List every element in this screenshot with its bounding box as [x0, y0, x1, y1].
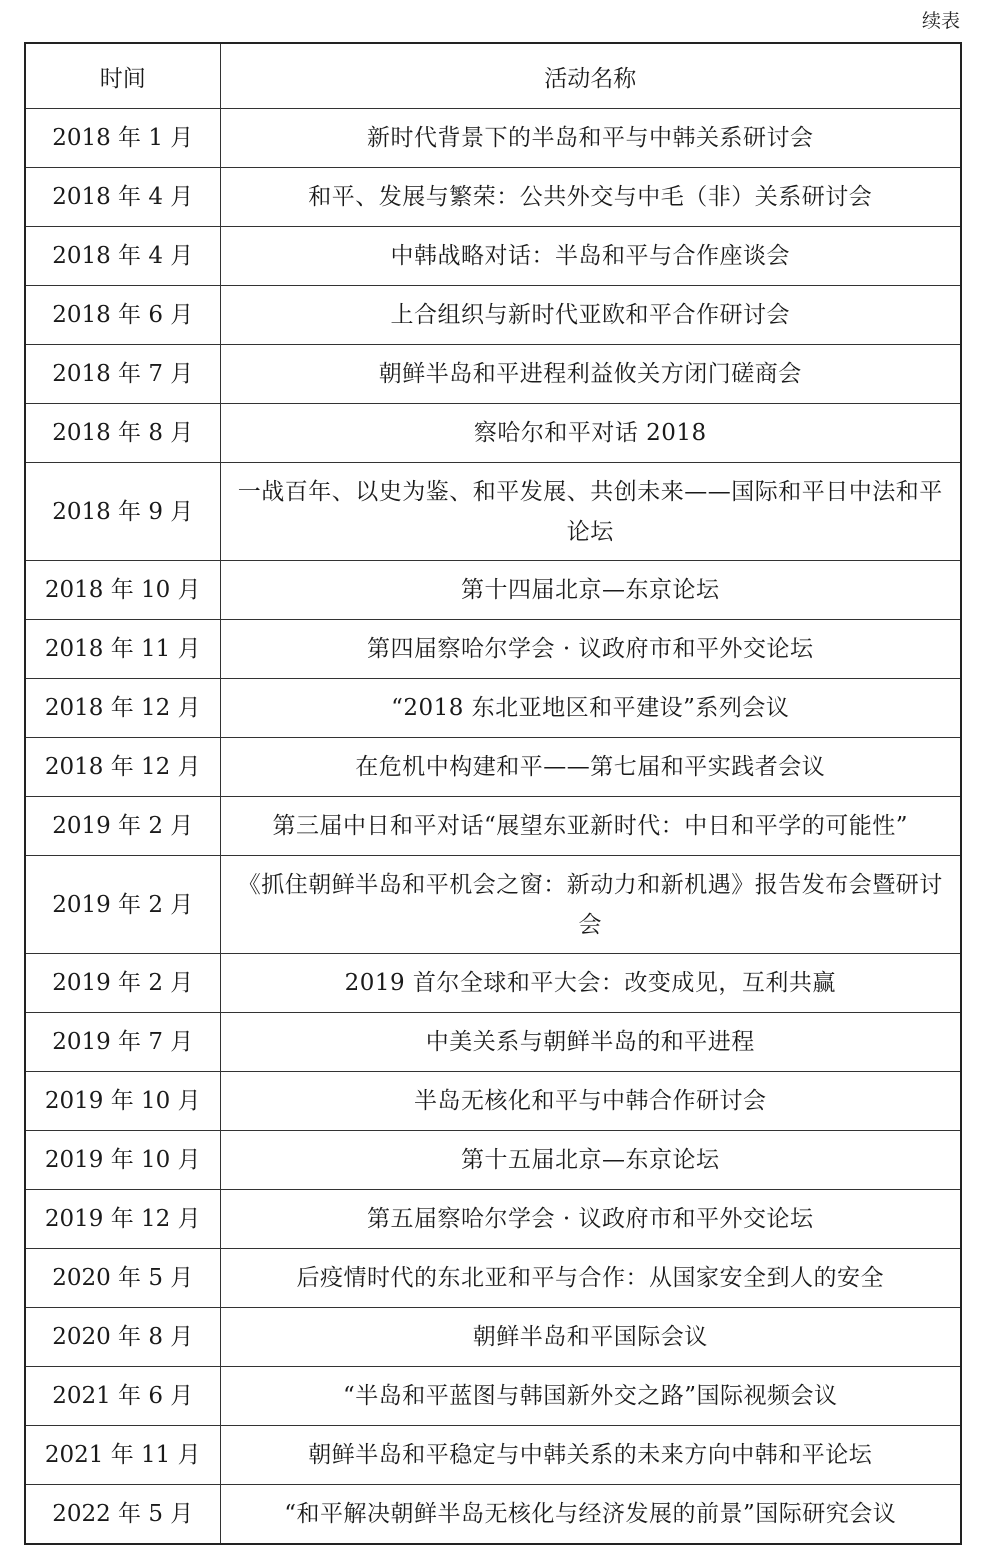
table-row	[25, 1072, 961, 1131]
time-cell: 2019 年 12 月	[25, 1190, 220, 1249]
time-cell: 2020 年 8 月	[25, 1308, 220, 1367]
continued-label: 续表	[921, 10, 960, 32]
activity-name-cell: 在危机中构建和平——第七届和平实践者会议	[220, 738, 961, 797]
table-row	[25, 797, 961, 856]
table-row	[25, 1426, 961, 1485]
activity-name-cell: “半岛和平蓝图与韩国新外交之路”国际视频会议	[220, 1367, 961, 1426]
activity-name-cell: 2019 首尔全球和平大会：改变成见，互利共赢	[220, 954, 961, 1013]
activity-name-cell: 第五届察哈尔学会 · 议政府市和平外交论坛	[220, 1190, 961, 1249]
table-row	[25, 738, 961, 797]
table-row	[25, 1249, 961, 1308]
activity-name-cell: 后疫情时代的东北亚和平与合作：从国家安全到人的安全	[220, 1249, 961, 1308]
table-row	[25, 620, 961, 679]
time-cell: 2020 年 5 月	[25, 1249, 220, 1308]
activity-name-cell: 朝鲜半岛和平稳定与中韩关系的未来方向中韩和平论坛	[220, 1426, 961, 1485]
time-cell: 2019 年 2 月	[25, 856, 220, 954]
column-header-time: 时间	[25, 43, 220, 109]
activity-name-cell: 新时代背景下的半岛和平与中韩关系研讨会	[220, 109, 961, 168]
table-row	[25, 679, 961, 738]
time-cell: 2018 年 1 月	[25, 109, 220, 168]
table-row	[25, 1190, 961, 1249]
time-cell: 2018 年 12 月	[25, 738, 220, 797]
activities-table	[24, 42, 962, 1545]
time-cell: 2018 年 9 月	[25, 463, 220, 561]
time-cell: 2018 年 6 月	[25, 286, 220, 345]
time-cell: 2019 年 2 月	[25, 797, 220, 856]
time-cell: 2021 年 11 月	[25, 1426, 220, 1485]
table-row	[25, 1013, 961, 1072]
time-cell: 2021 年 6 月	[25, 1367, 220, 1426]
time-cell: 2018 年 10 月	[25, 561, 220, 620]
table-row	[25, 561, 961, 620]
activity-name-cell: 朝鲜半岛和平国际会议	[220, 1308, 961, 1367]
time-cell: 2019 年 10 月	[25, 1131, 220, 1190]
activity-name-cell: “2018 东北亚地区和平建设”系列会议	[220, 679, 961, 738]
time-cell: 2018 年 4 月	[25, 168, 220, 227]
time-cell: 2022 年 5 月	[25, 1485, 220, 1545]
activity-name-cell: 上合组织与新时代亚欧和平合作研讨会	[220, 286, 961, 345]
activity-name-cell: 和平、发展与繁荣：公共外交与中毛（非）关系研讨会	[220, 168, 961, 227]
column-header-activity-name: 活动名称	[220, 43, 961, 109]
time-cell: 2018 年 8 月	[25, 404, 220, 463]
table-row	[25, 286, 961, 345]
activity-name-cell: 察哈尔和平对话 2018	[220, 404, 961, 463]
table-row	[25, 1367, 961, 1426]
table-row	[25, 463, 961, 561]
time-cell: 2018 年 4 月	[25, 227, 220, 286]
time-cell: 2018 年 7 月	[25, 345, 220, 404]
activity-name-cell: 中韩战略对话：半岛和平与合作座谈会	[220, 227, 961, 286]
table-row	[25, 954, 961, 1013]
time-cell: 2019 年 2 月	[25, 954, 220, 1013]
activity-name-cell: 一战百年、以史为鉴、和平发展、共创未来——国际和平日中法和平论坛	[220, 463, 961, 561]
time-cell: 2019 年 10 月	[25, 1072, 220, 1131]
activity-name-cell: 第十四届北京—东京论坛	[220, 561, 961, 620]
table-row	[25, 1485, 961, 1545]
table-row	[25, 109, 961, 168]
activity-name-cell: 中美关系与朝鲜半岛的和平进程	[220, 1013, 961, 1072]
table-row	[25, 345, 961, 404]
activity-name-cell: 朝鲜半岛和平进程利益攸关方闭门磋商会	[220, 345, 961, 404]
table-row	[25, 404, 961, 463]
time-cell: 2018 年 12 月	[25, 679, 220, 738]
table-row	[25, 1131, 961, 1190]
table-row	[25, 1308, 961, 1367]
activity-name-cell: 半岛无核化和平与中韩合作研讨会	[220, 1072, 961, 1131]
activity-name-cell: 第十五届北京—东京论坛	[220, 1131, 961, 1190]
table-row	[25, 168, 961, 227]
activity-name-cell: 第三届中日和平对话“展望东亚新时代：中日和平学的可能性”	[220, 797, 961, 856]
time-cell: 2019 年 7 月	[25, 1013, 220, 1072]
activity-name-cell: “和平解决朝鲜半岛无核化与经济发展的前景”国际研究会议	[220, 1485, 961, 1545]
time-cell: 2018 年 11 月	[25, 620, 220, 679]
table-row	[25, 227, 961, 286]
table-row	[25, 856, 961, 954]
activity-name-cell: 第四届察哈尔学会 · 议政府市和平外交论坛	[220, 620, 961, 679]
activity-name-cell: 《抓住朝鲜半岛和平机会之窗：新动力和新机遇》报告发布会暨研讨会	[220, 856, 961, 954]
table-header-row	[25, 43, 961, 109]
